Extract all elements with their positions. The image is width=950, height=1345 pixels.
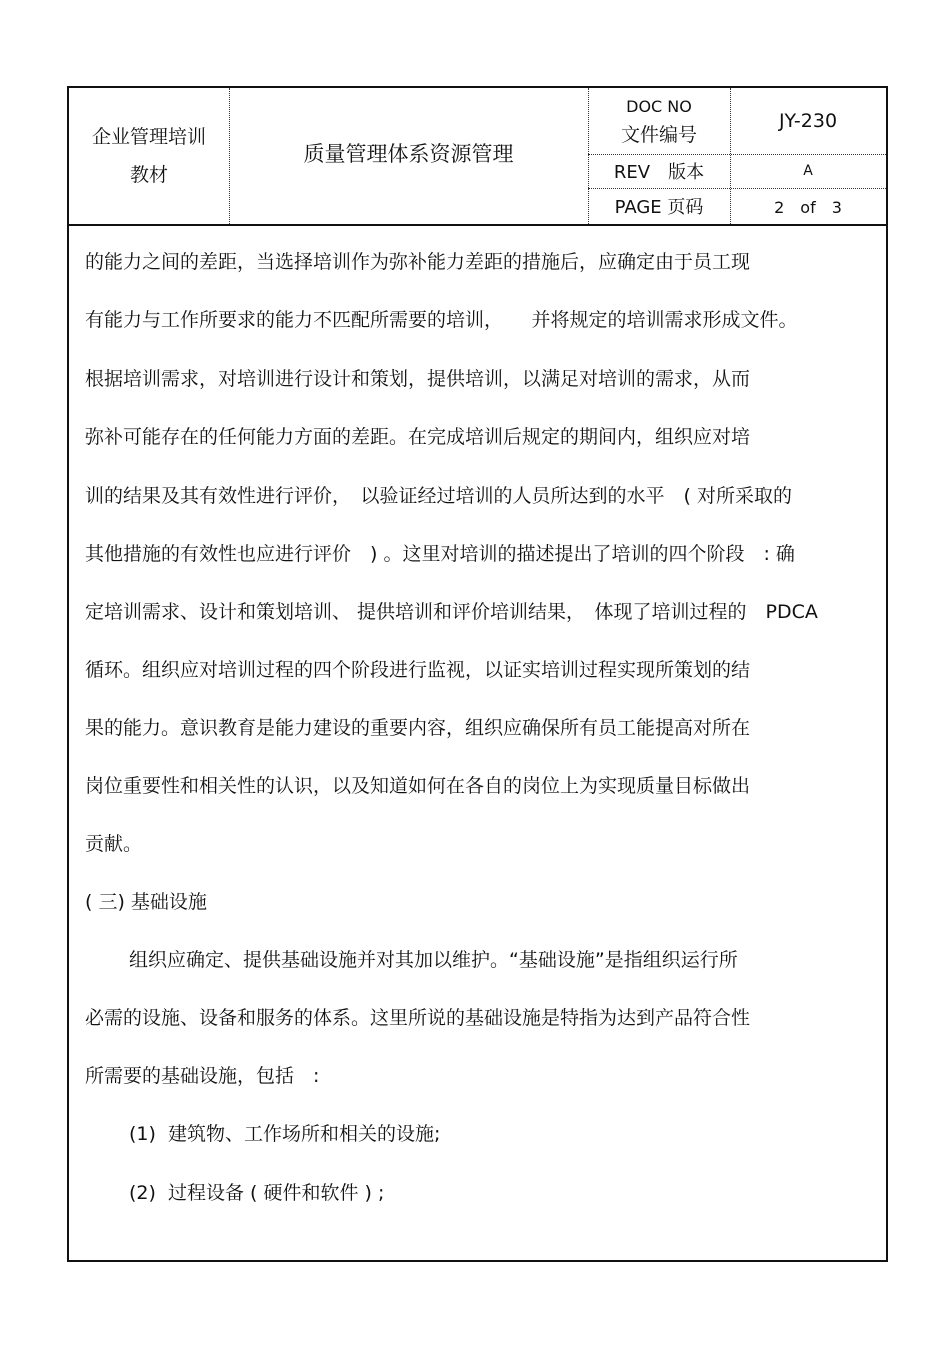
document-header	[69, 88, 886, 226]
org-line-2: 教材	[129, 164, 168, 186]
doc-no-label-en: DOC NO	[626, 97, 692, 116]
body-line: 其他措施的有效性也应进行评价 ) 。这里对培训的描述提出了培训的四个阶段 : 确	[85, 543, 795, 565]
rev-label: REV 版本	[613, 162, 705, 183]
section-heading: ( 三) 基础设施	[85, 891, 207, 913]
doc-no-label-cn: 文件编号	[620, 124, 697, 146]
org-line-1: 企业管理培训	[91, 126, 206, 148]
body-line: 岗位重要性和相关性的认识，以及知道如何在各自的岗位上为实现质量目标做出	[85, 775, 751, 797]
body-line: 定培训需求、设计和策划培训、 提供培训和评价培训结果， 体现了培训过程的 PDCA	[85, 601, 818, 623]
body-line: 训的结果及其有效性进行评价， 以验证经过培训的人员所达到的水平 ( 对所采取的	[85, 485, 792, 507]
document-title: 质量管理体系资源管理	[303, 142, 514, 166]
body-line: 组织应确定、提供基础设施并对其加以维护。“基础设施”是指组织运行所	[129, 949, 738, 971]
page-label: PAGE 页码	[614, 197, 704, 218]
doc-no-value: JY-230	[778, 110, 838, 132]
list-item: (1) 建筑物、工作场所和相关的设施;	[129, 1123, 441, 1145]
body-line: 必需的设施、设备和服务的体系。这里所说的基础设施是特指为达到产品符合性	[85, 1007, 751, 1029]
body-line: 贡献。	[85, 833, 143, 855]
document-frame	[67, 86, 888, 1262]
doc-no-label	[588, 88, 730, 154]
body-line: 所需要的基础设施，包括 :	[85, 1065, 320, 1087]
body-line: 弥补可能存在的任何能力方面的差距。在完成培训后规定的期间内，组织应对培	[85, 426, 751, 448]
body-line: 的能力之间的差距，当选择培训作为弥补能力差距的措施后，应确定由于员工现	[85, 251, 751, 273]
page-value: 2 of 3	[774, 197, 842, 217]
body-line: 根据培训需求，对培训进行设计和策划，提供培训，以满足对培训的需求，从而	[85, 368, 751, 390]
rev-value: A	[803, 163, 813, 179]
body-line: 有能力与工作所要求的能力不匹配所需要的培训， 并将规定的培训需求形成文件。	[85, 309, 798, 331]
org-label	[69, 88, 229, 224]
body-line: 果的能力。意识教育是能力建设的重要内容，组织应确保所有员工能提高对所在	[85, 717, 751, 739]
list-item: (2) 过程设备 ( 硬件和软件 ) ;	[129, 1182, 385, 1204]
body-line: 循环。组织应对培训过程的四个阶段进行监视，以证实培训过程实现所策划的结	[85, 659, 751, 681]
